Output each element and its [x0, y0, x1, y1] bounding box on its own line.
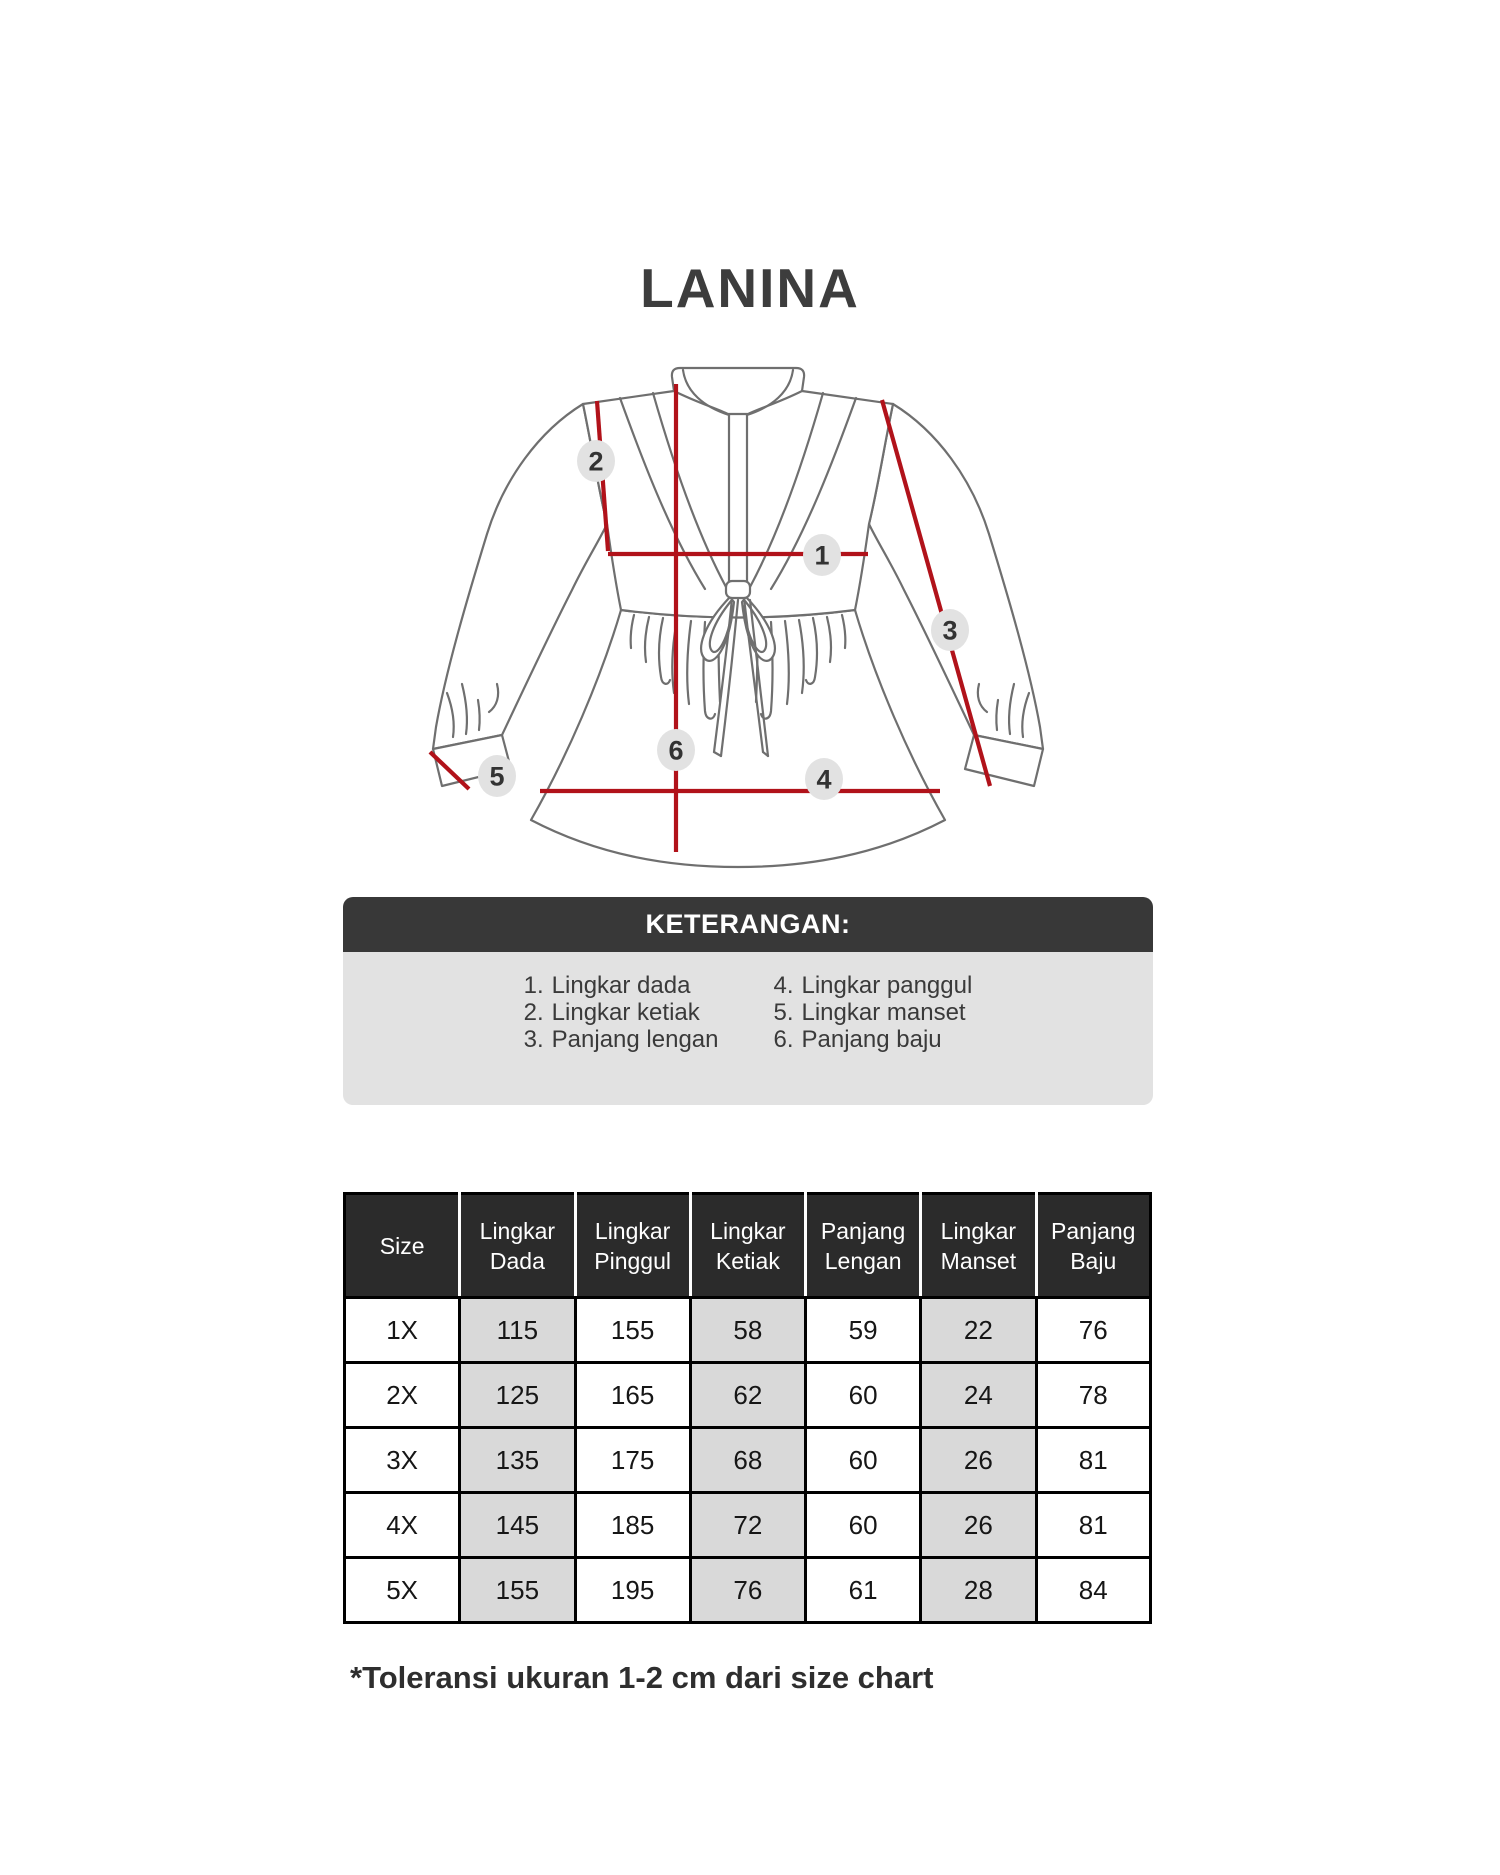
page-title: LANINA [640, 257, 860, 319]
cell-value: 59 [806, 1298, 921, 1363]
marker-3 [931, 609, 969, 651]
cell-value: 76 [690, 1558, 805, 1623]
col-header-lingkar-manset: Lingkar Manset [921, 1194, 1036, 1298]
svg-text:4: 4 [816, 764, 832, 795]
svg-text:6: 6 [668, 735, 684, 766]
svg-text:2: 2 [588, 446, 604, 477]
size-table [343, 1192, 1152, 1624]
col-header-lingkar-ketiak: Lingkar Ketiak [690, 1194, 805, 1298]
col-header-lingkar-dada: Lingkar Dada [460, 1194, 575, 1298]
legend-item: 3. Panjang lengan [523, 1026, 719, 1053]
cell-value: 60 [806, 1428, 921, 1493]
cell-value: 115 [460, 1298, 575, 1363]
cell-size: 3X [345, 1428, 460, 1493]
cell-value: 62 [690, 1363, 805, 1428]
tolerance-note: *Toleransi ukuran 1-2 cm dari size chart [350, 1660, 934, 1695]
cell-size: 4X [345, 1493, 460, 1558]
cell-value: 81 [1036, 1428, 1151, 1493]
table-row [345, 1558, 1151, 1623]
svg-text:1: 1 [814, 540, 830, 571]
col-header-panjang-lengan: Panjang Lengan [806, 1194, 921, 1298]
cell-value: 155 [575, 1298, 690, 1363]
table-row [345, 1428, 1151, 1493]
legend-header: KETERANGAN: [343, 897, 1153, 952]
legend-item: 5. Lingkar manset [773, 999, 966, 1026]
cell-value: 81 [1036, 1493, 1151, 1558]
svg-text:5: 5 [489, 761, 505, 792]
legend-box [343, 897, 1153, 1105]
marker-6 [657, 729, 695, 771]
cell-size: 1X [345, 1298, 460, 1363]
legend-item: 1. Lingkar dada [523, 972, 691, 999]
cell-value: 175 [575, 1428, 690, 1493]
legend-body [343, 952, 1153, 1105]
cell-value: 165 [575, 1363, 690, 1428]
cell-size: 2X [345, 1363, 460, 1428]
cell-value: 61 [806, 1558, 921, 1623]
marker-4 [805, 758, 843, 800]
legend-item: 4. Lingkar panggul [773, 972, 973, 999]
cell-value: 155 [460, 1558, 575, 1623]
cell-value: 26 [921, 1493, 1036, 1558]
table-row [345, 1493, 1151, 1558]
blouse-skirt [531, 610, 945, 867]
cell-value: 84 [1036, 1558, 1151, 1623]
legend-item: 2. Lingkar ketiak [523, 999, 700, 1026]
cell-value: 68 [690, 1428, 805, 1493]
col-header-panjang-baju: Panjang Baju [1036, 1194, 1151, 1298]
cell-value: 76 [1036, 1298, 1151, 1363]
cell-value: 60 [806, 1493, 921, 1558]
table-header-row [345, 1194, 1151, 1298]
cell-value: 195 [575, 1558, 690, 1623]
legend-column-1 [524, 972, 719, 1105]
table-row [345, 1298, 1151, 1363]
cell-value: 58 [690, 1298, 805, 1363]
cell-value: 185 [575, 1493, 690, 1558]
cell-value: 72 [690, 1493, 805, 1558]
right-sleeve [869, 404, 1043, 749]
col-header-lingkar-pinggul: Lingkar Pinggul [575, 1194, 690, 1298]
marker-5 [478, 755, 516, 797]
legend-item: 6. Panjang baju [773, 1026, 942, 1053]
cell-size: 5X [345, 1558, 460, 1623]
table-row [345, 1363, 1151, 1428]
svg-text:3: 3 [942, 615, 958, 646]
cell-value: 60 [806, 1363, 921, 1428]
marker-2 [577, 440, 615, 482]
cell-value: 24 [921, 1363, 1036, 1428]
cell-value: 78 [1036, 1363, 1151, 1428]
cell-value: 28 [921, 1558, 1036, 1623]
marker-1 [803, 534, 841, 576]
cell-value: 145 [460, 1493, 575, 1558]
cell-value: 22 [921, 1298, 1036, 1363]
cell-value: 26 [921, 1428, 1036, 1493]
col-header-size: Size [345, 1194, 460, 1298]
cell-value: 125 [460, 1363, 575, 1428]
legend-column-2 [774, 972, 973, 1105]
cell-value: 135 [460, 1428, 575, 1493]
